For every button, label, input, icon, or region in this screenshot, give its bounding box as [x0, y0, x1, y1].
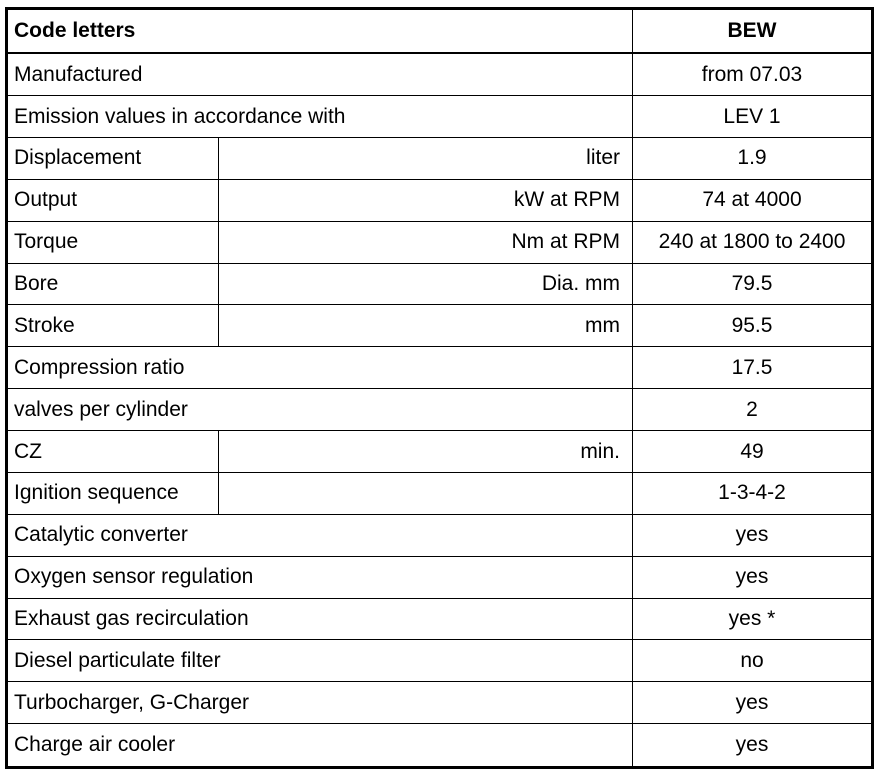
row-unit [219, 472, 633, 514]
row-value: yes [633, 556, 873, 598]
row-value: 95.5 [633, 305, 873, 347]
row-label: CZ [7, 431, 219, 473]
row-value: 240 at 1800 to 2400 [633, 221, 873, 263]
table-row [7, 640, 873, 682]
row-label: valves per cylinder [7, 389, 633, 431]
row-unit: Nm at RPM [219, 221, 633, 263]
row-value: yes [633, 682, 873, 724]
row-label: Output [7, 179, 219, 221]
row-value: LEV 1 [633, 96, 873, 138]
row-unit: min. [219, 431, 633, 473]
row-value: from 07.03 [633, 53, 873, 96]
row-unit: kW at RPM [219, 179, 633, 221]
code-letters-value: BEW [633, 9, 873, 53]
table-row [7, 389, 873, 431]
row-value: no [633, 640, 873, 682]
row-label: Stroke [7, 305, 219, 347]
table-row [7, 347, 873, 389]
row-value: 17.5 [633, 347, 873, 389]
table-row [7, 137, 873, 179]
row-unit: mm [219, 305, 633, 347]
code-letters-label: Code letters [7, 9, 633, 53]
row-label: Emission values in accordance with [7, 96, 633, 138]
table-row [7, 431, 873, 473]
engine-spec-table [5, 7, 874, 769]
row-label: Charge air cooler [7, 724, 633, 768]
row-label: Turbocharger, G-Charger [7, 682, 633, 724]
row-value: 1.9 [633, 137, 873, 179]
row-label: Manufactured [7, 53, 633, 96]
row-value: 79.5 [633, 263, 873, 305]
table-row [7, 53, 873, 96]
row-label: Ignition sequence [7, 472, 219, 514]
row-label: Diesel particulate filter [7, 640, 633, 682]
row-unit: Dia. mm [219, 263, 633, 305]
table-row [7, 472, 873, 514]
row-unit: liter [219, 137, 633, 179]
row-value: yes [633, 514, 873, 556]
table-row [7, 263, 873, 305]
row-value: 49 [633, 431, 873, 473]
row-value: 74 at 4000 [633, 179, 873, 221]
table-row [7, 724, 873, 768]
table-row [7, 179, 873, 221]
row-value: yes [633, 724, 873, 768]
row-label: Exhaust gas recirculation [7, 598, 633, 640]
row-label: Compression ratio [7, 347, 633, 389]
table-row [7, 514, 873, 556]
row-value: 1-3-4-2 [633, 472, 873, 514]
table-header-row [7, 9, 873, 53]
row-label: Displacement [7, 137, 219, 179]
table-row [7, 221, 873, 263]
row-label: Oxygen sensor regulation [7, 556, 633, 598]
row-label: Torque [7, 221, 219, 263]
row-label: Catalytic converter [7, 514, 633, 556]
table-row [7, 305, 873, 347]
table-row [7, 96, 873, 138]
table-row [7, 556, 873, 598]
row-value: 2 [633, 389, 873, 431]
table-row [7, 682, 873, 724]
table-row [7, 598, 873, 640]
row-label: Bore [7, 263, 219, 305]
row-value: yes * [633, 598, 873, 640]
